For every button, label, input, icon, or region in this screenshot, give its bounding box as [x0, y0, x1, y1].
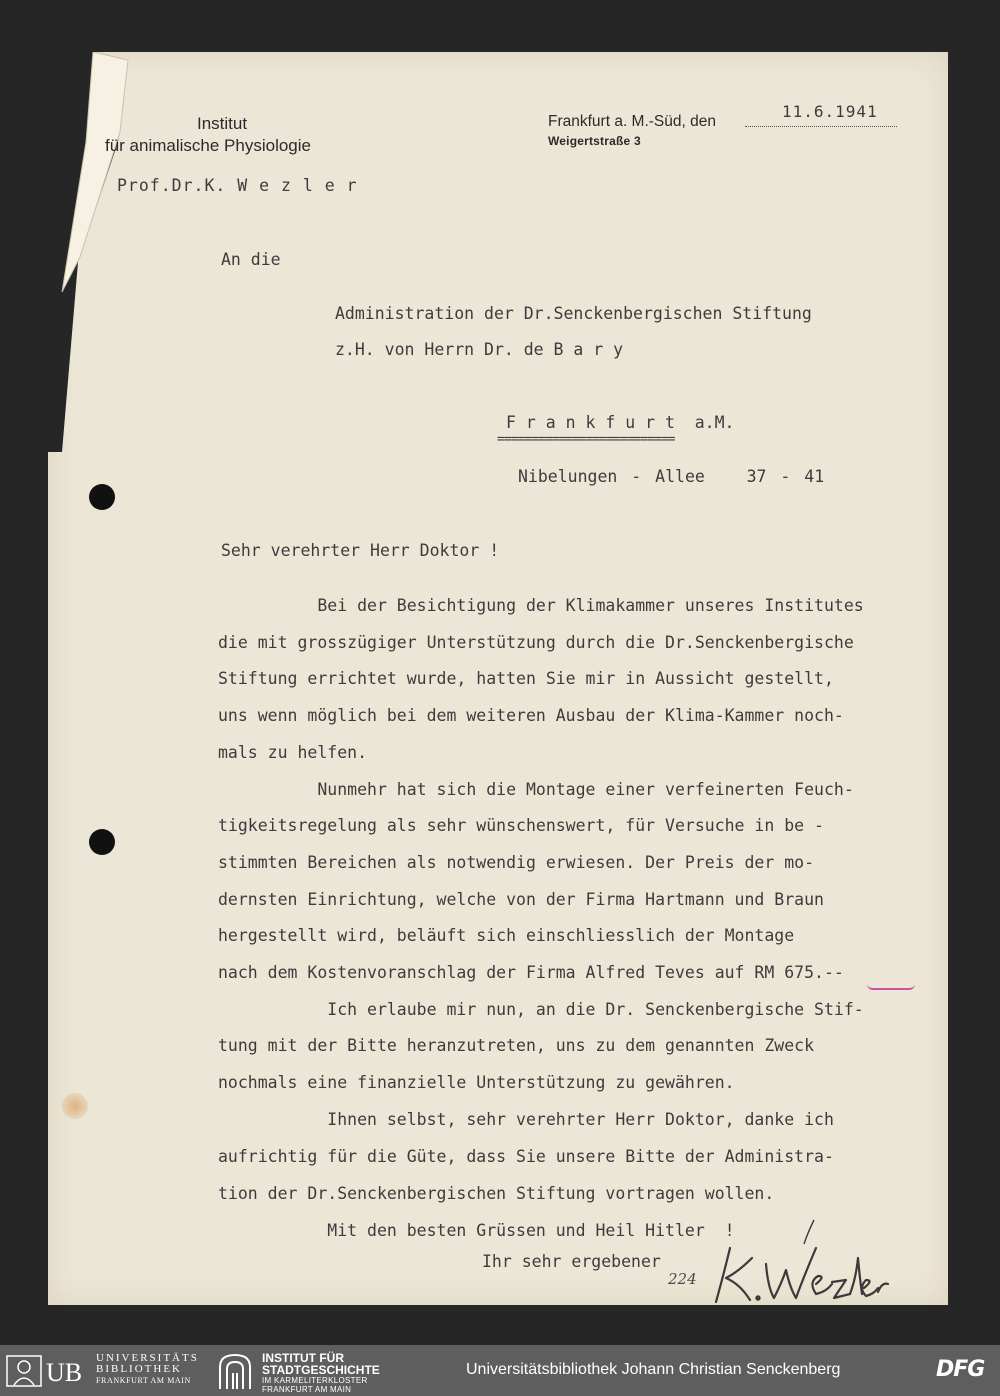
ub-name-line2: BIBLIOTHEK — [96, 1363, 182, 1375]
library-name: Universitätsbibliothek Johann Christian Senckenberg — [466, 1361, 841, 1378]
paper-stain — [62, 1093, 88, 1119]
body-line: mals zu helfen. — [218, 743, 368, 762]
punch-hole — [89, 484, 115, 510]
dfg-logo: DFG — [936, 1357, 985, 1382]
isg-logo-icon — [216, 1351, 254, 1391]
isg-name-line1: INSTITUT FÜR — [262, 1351, 344, 1365]
salutation: Sehr verehrter Herr Doktor ! — [221, 541, 500, 560]
body-line: nach dem Kostenvoranschlag der Firma Alfred Teves auf RM 675.-- — [218, 963, 844, 982]
handwritten-note: 224 — [668, 1270, 697, 1288]
body-line: nochmals eine finanzielle Unterstützung zu gewähren. — [218, 1073, 735, 1092]
ub-name-line1: UNIVERSITÄTS — [96, 1352, 199, 1364]
letter-date: 11.6.1941 — [782, 102, 878, 121]
isg-name-line2: STADTGESCHICHTE — [262, 1363, 380, 1377]
signature — [666, 1218, 906, 1310]
date-dotted-line — [745, 126, 897, 127]
ub-logo-icon — [6, 1355, 90, 1387]
body-line: Bei der Besichtigung der Klimakammer unseres Institutes — [218, 596, 864, 615]
isg-name-line3: IM KARMELITERKLOSTER — [262, 1376, 368, 1385]
recipient-intro: An die — [221, 250, 281, 269]
recipient-street: Nibelungen - Allee 37 - 41 — [518, 467, 825, 486]
body-line: hergestellt wird, beläuft sich einschliesslich der Montage — [218, 926, 795, 945]
institute-name-line1: Institut — [197, 114, 248, 133]
letterhead-street: Weigertstraße 3 — [548, 134, 641, 148]
footer-bar — [0, 1345, 1000, 1396]
closing: Ihr sehr ergebener — [482, 1252, 661, 1271]
body-line: Stiftung errichtet wurde, hatten Sie mir in Aussicht gestellt, — [218, 669, 834, 688]
recipient-city: F r a n k f u r t a.M. — [506, 413, 735, 432]
isg-name-line4: FRANKFURT AM MAIN — [262, 1385, 352, 1394]
recipient-line2: z.H. von Herrn Dr. de B a r y — [335, 340, 624, 359]
amount-highlight-underline — [867, 984, 915, 990]
body-line: Ich erlaube mir nun, an die Dr. Senckenbergische Stif- — [218, 1000, 864, 1019]
folded-corner — [48, 52, 138, 452]
body-line: Mit den besten Grüssen und Heil Hitler ! — [218, 1221, 735, 1240]
body-line: tion der Dr.Senckenbergischen Stiftung vortragen wollen. — [218, 1184, 775, 1203]
body-line: Nunmehr hat sich die Montage einer verfeinerten Feuch- — [218, 780, 854, 799]
body-line: Ihnen selbst, sehr verehrter Herr Doktor, danke ich — [218, 1110, 834, 1129]
isg-name — [262, 1352, 380, 1394]
body-line: tung mit der Bitte heranzutreten, uns zu dem genannten Zweck — [218, 1036, 815, 1055]
punch-hole — [89, 829, 115, 855]
body-line: stimmten Bereichen als notwendig erwiesen. Der Preis der mo- — [218, 853, 815, 872]
institute-name-line2: für animalische Physiologie — [105, 136, 311, 155]
body-line: uns wenn möglich bei dem weiteren Ausbau der Klima-Kammer noch- — [218, 706, 844, 725]
ub-name-line3: FRANKFURT AM MAIN — [96, 1376, 191, 1385]
body-line: dernsten Einrichtung, welche von der Firma Hartmann und Braun — [218, 890, 824, 909]
recipient-line1: Administration der Dr.Senckenbergischen Stiftung — [335, 304, 812, 323]
body-line: aufrichtig für die Güte, dass Sie unsere Bitte der Administra- — [218, 1147, 834, 1166]
body-line: tigkeitsregelung als sehr wünschenswert, für Versuche in be - — [218, 816, 824, 835]
letterhead-city: Frankfurt a. M.-Süd, den — [548, 113, 716, 130]
sender-name: Prof.Dr.K. W e z l e r — [117, 176, 358, 195]
ub-logo-text: UB — [46, 1358, 83, 1387]
body-line: die mit grosszügiger Unterstützung durch die Dr.Senckenbergische — [218, 633, 854, 652]
ub-name — [96, 1353, 199, 1386]
recipient-city-underline: ========================== — [497, 432, 675, 447]
